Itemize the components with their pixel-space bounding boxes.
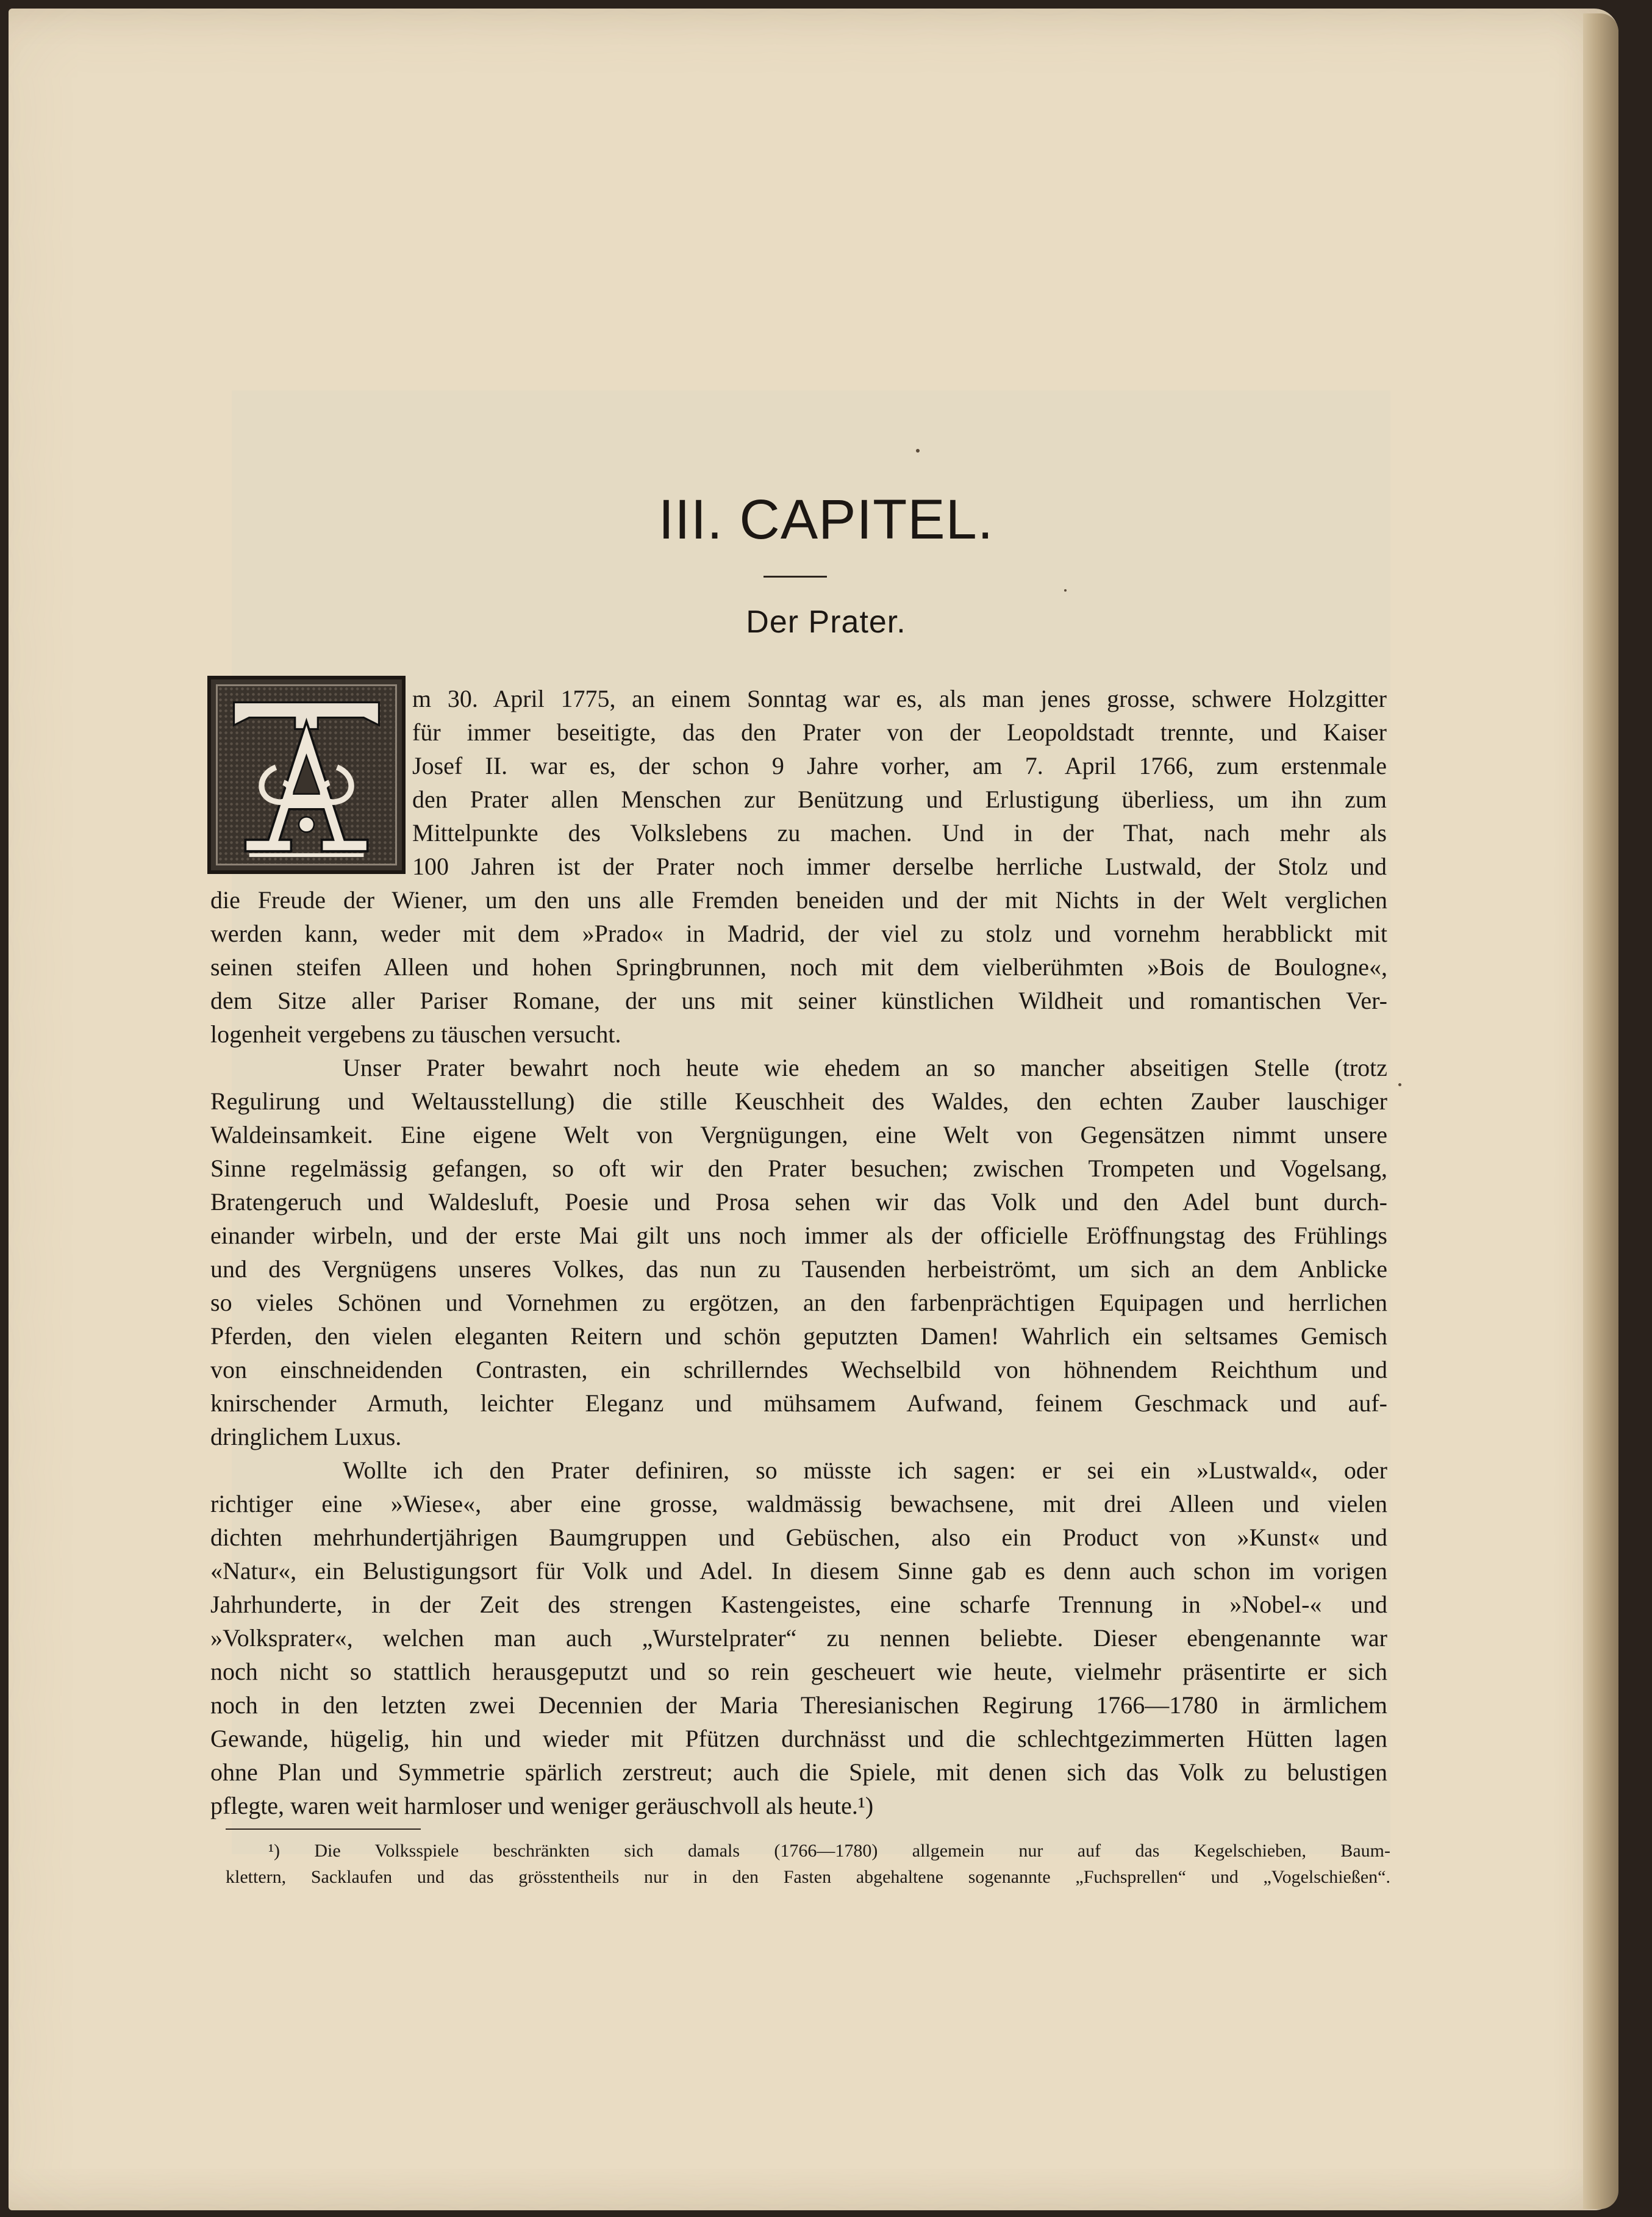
body-line: Pferden, den vielen eleganten Reitern und schön geputzten Damen! Wahrlich ein seltsames Gemisch xyxy=(210,1322,1387,1350)
drop-cap-letter-a-icon xyxy=(211,679,402,870)
footnote-divider xyxy=(226,1828,421,1830)
body-line: einander wirbeln, und der erste Mai gilt uns noch immer als der officielle Eröffnungstag des Frühlings xyxy=(210,1222,1387,1249)
body-line: Waldeinsamkeit. Eine eigene Welt von Vergnügungen, eine Welt von Gegensätzen nimmt unsere xyxy=(210,1121,1387,1148)
body-line: dichten mehrhundertjährigen Baumgruppen und Gebüschen, also ein Product von »Kunst« und xyxy=(210,1524,1387,1551)
body-line: »Volksprater«, welchen man auch „Wurstelprater“ zu nennen beliebte. Dieser ebengenannte war xyxy=(210,1624,1387,1652)
body-line: Bratengeruch und Waldesluft, Poesie und Prosa sehen wir das Volk und den Adel bunt durch- xyxy=(210,1188,1387,1216)
page-edge xyxy=(1583,13,1618,2209)
title-divider xyxy=(763,576,827,578)
body-line: seinen steifen Alleen und hohen Springbrunnen, noch mit dem vielberühmten »Bois de Boulogne«, xyxy=(210,953,1387,981)
body-line: 100 Jahren ist der Prater noch immer derselbe herrliche Lustwald, der Stolz und xyxy=(412,853,1387,880)
body-line: Sinne regelmässig gefangen, so oft wir den Prater besuchen; zwischen Trompeten und Vogelsang, xyxy=(210,1155,1387,1182)
body-line: logenheit vergebens zu täuschen versucht. xyxy=(210,1020,621,1048)
paragraph-first-line: Unser Prater bewahrt noch heute wie ehedem an so mancher abseitigen Stelle (trotz xyxy=(343,1054,1387,1081)
body-line: richtiger eine »Wiese«, aber eine grosse, waldmässig bewachsene, mit drei Alleen und vielen xyxy=(210,1490,1387,1517)
body-line: dringlichem Luxus. xyxy=(210,1423,402,1450)
body-line: pflegte, waren weit harmloser und weniger geräuschvoll als heute.¹) xyxy=(210,1792,874,1819)
body-line: Gewande, hügelig, hin und wieder mit Pfützen durchnässt und die schlechtgezimmerten Hütten lagen xyxy=(210,1725,1387,1752)
body-line: Josef II. war es, der schon 9 Jahre vorher, am 7. April 1766, zum erstenmale xyxy=(412,752,1387,779)
footnote-line: klettern, Sacklaufen und das grösstentheils nur in den Fasten abgehaltene sogenannte „Fuchsprellen“ und „Vogelschießen“. xyxy=(226,1867,1390,1887)
body-line: für immer beseitigte, das den Prater von der Leopoldstadt trennte, und Kaiser xyxy=(412,718,1387,746)
paragraph-first-line: Wollte ich den Prater definiren, so müsste ich sagen: er sei ein »Lustwald«, oder xyxy=(343,1456,1387,1484)
body-line: «Natur«, ein Belustigungsort für Volk und Adel. In diesem Sinne gab es denn auch schon im vorigen xyxy=(210,1557,1387,1585)
body-line: m 30. April 1775, an einem Sonntag war es, als man jenes grosse, schwere Holzgitter xyxy=(412,685,1387,712)
body-line: Jahrhunderte, in der Zeit des strengen Kastengeistes, eine scharfe Trennung in »Nobel-« und xyxy=(210,1591,1387,1618)
body-line: so vieles Schönen und Vornehmen zu ergötzen, an den farbenprächtigen Equipagen und herrlichen xyxy=(210,1289,1387,1316)
body-line: die Freude der Wiener, um den uns alle Fremden beneiden und der mit Nichts in der Welt verglichen xyxy=(210,886,1387,914)
body-line: Regulirung und Weltausstellung) die stille Keuschheit des Waldes, den echten Zauber lauschiger xyxy=(210,1087,1387,1115)
body-line: knirschender Armuth, leichter Eleganz und mühsamem Aufwand, feinem Geschmack und auf- xyxy=(210,1389,1387,1417)
paper-speck xyxy=(916,449,920,453)
footnote-line: ¹) Die Volksspiele beschränkten sich damals (1766—1780) allgemein nur auf das Kegelschieben, Baum- xyxy=(268,1841,1390,1861)
body-line: noch nicht so stattlich herausgeputzt und so rein gescheuert wie heute, vielmehr präsentirte er sich xyxy=(210,1658,1387,1685)
section-title: Der Prater. xyxy=(746,604,906,640)
body-line: von einschneidenden Contrasten, ein schrillerndes Wechselbild von höhnendem Reichthum und xyxy=(210,1356,1387,1383)
body-line: und des Vergnügens unseres Volkes, das nun zu Tausenden herbeiströmt, um sich an dem Anblicke xyxy=(210,1255,1387,1283)
body-line: ohne Plan und Symmetrie spärlich zerstreut; auch die Spiele, mit denen sich das Volk zu belustigen xyxy=(210,1758,1387,1786)
chapter-title: III. CAPITEL. xyxy=(658,489,994,551)
body-line: dem Sitze aller Pariser Romane, der uns mit seiner künstlichen Wildheit und romantischen Ver- xyxy=(210,987,1387,1014)
drop-cap-ornament xyxy=(207,676,406,874)
body-line: Mittelpunkte des Volkslebens zu machen. Und in der That, nach mehr als xyxy=(412,819,1387,847)
body-line: den Prater allen Menschen zur Benützung und Erlustigung überliess, um ihn zum xyxy=(412,786,1387,813)
body-line: noch in den letzten zwei Decennien der Maria Theresianischen Regirung 1766—1780 in ärmlichem xyxy=(210,1691,1387,1719)
paper-speck xyxy=(1398,1083,1401,1086)
body-line: werden kann, weder mit dem »Prado« in Madrid, der viel zu stolz und vornehm herabblickt mit xyxy=(210,920,1387,947)
paper-speck xyxy=(1064,589,1067,592)
